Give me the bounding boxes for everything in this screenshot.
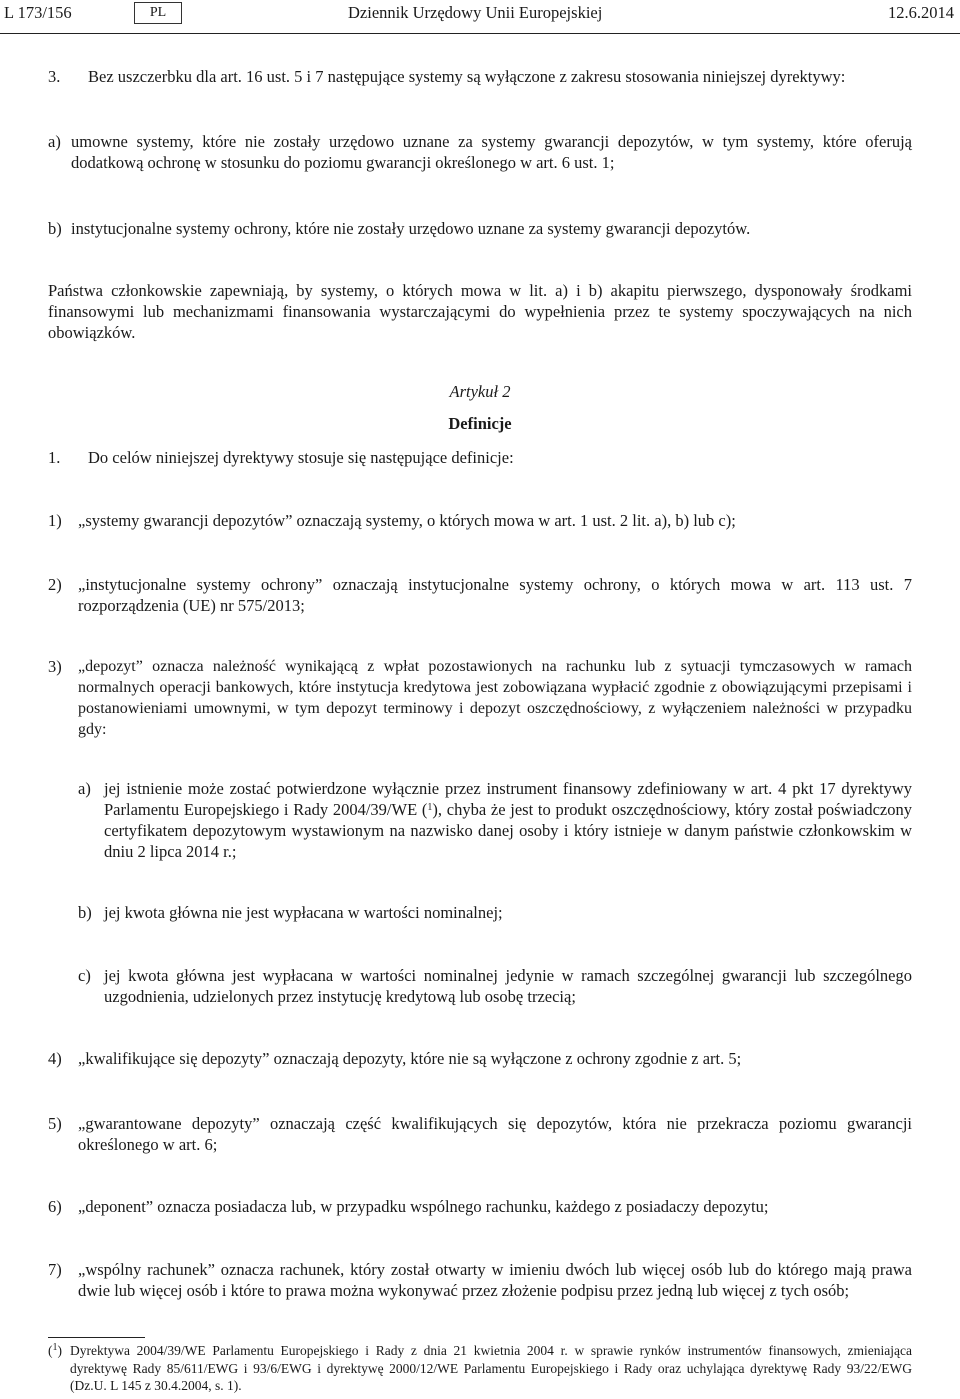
publication-date: 12.6.2014 <box>888 3 954 22</box>
closing-paragraph: Państwa członkowskie zapewniają, by systemy, o których mowa w lit. a) i b) akapitu pierwszego, dysponowały środkami finansowymi lub mechanizmami finansowania wystarczającymi do wypełnienia przez te systemy spoczywających na nich obowiązków. <box>48 281 912 342</box>
sub-item-text: jej istnienie może zostać potwierdzone wyłącznie przez instrument finansowy zdefiniowany w art. 4 pkt 17 dyrektywy Parlamentu Europejskiego i Rady 2004/39/WE ($^1$), chyba że jest to produkt oszczędnościowy, który został poświadczony certyfikatem depozytowym wystawionym na nazwisko danej osoby i który istnieje w danym państwie członkowskim w dniu 2 lipca 2014 r.; <box>104 779 913 861</box>
paragraph-number: 1. <box>48 448 61 467</box>
footnote-divider <box>48 1337 145 1338</box>
article-title: Definicje <box>448 414 512 433</box>
definition-label: 6) <box>48 1197 62 1216</box>
article-number: Artykuł 2 <box>449 382 511 401</box>
footnote-text: Dyrektywa 2004/39/WE Parlamentu Europejskiego i Rady z dnia 21 kwietnia 2004 r. w sprawie rynków instrumentów finansowych, zmieniająca dyrektywę Rady 85/611/EWG i 93/6/EWG i dyrektywę 2000/12/WE Parlamentu Europejskiego i Rady oraz uchylająca dyrektywę Rady 93/22/EWG (Dz.U. L 145 z 30.4.2004, s. 1). <box>70 1343 912 1393</box>
definition-text: „deponent” oznacza posiadacza lub, w przypadku wspólnego rachunku, każdego z posiadaczy depozytu; <box>78 1197 769 1216</box>
sub-item-text: jej kwota główna jest wypłacana w wartości nominalnej jedynie w ramach szczególnej gwarancji lub szczególnego uzgodnienia, udzielonych przez instytucję kredytową lub osobę trzecią; <box>104 966 912 1006</box>
list-item-text: umowne systemy, które nie zostały urzędowo uznane za systemy gwarancji depozytów, w tym systemy, które oferują dodatkową ochronę w stosunku do poziomu gwarancji określonego w art. 6 ust. 1; <box>71 132 912 172</box>
definition-text: „kwalifikujące się depozyty” oznaczają depozyty, które nie są wyłączone z ochrony zgodnie z art. 5; <box>78 1049 742 1068</box>
definition-label: 7) <box>48 1260 62 1279</box>
definition-label: 4) <box>48 1049 62 1068</box>
definition-text: „instytucjonalne systemy ochrony” oznaczają instytucjonalne systemy ochrony, o których mowa w art. 113 ust. 7 rozporządzenia (UE) nr 575/2013; <box>78 575 912 615</box>
language-badge: PL <box>134 2 182 24</box>
footnote-number: ($^1$) <box>48 1342 62 1358</box>
definition-label: 5) <box>48 1114 62 1133</box>
header-divider <box>0 33 960 34</box>
sub-item-label: a) <box>78 779 91 798</box>
definition-label: 2) <box>48 575 62 594</box>
footnote-reference[interactable]: 1 <box>427 802 433 813</box>
list-item-label: b) <box>48 219 62 238</box>
paragraph-number: 3. <box>48 67 61 86</box>
list-item-text: instytucjonalne systemy ochrony, które nie zostały urzędowo uznane za systemy gwarancji depozytów. <box>71 219 751 238</box>
page-reference: L 173/156 <box>4 3 72 22</box>
definition-label: 1) <box>48 511 62 530</box>
sub-item-label: b) <box>78 903 92 922</box>
sub-item-label: c) <box>78 966 91 985</box>
list-item-label: a) <box>48 132 61 151</box>
definition-label: 3) <box>48 657 62 676</box>
page-header <box>0 3 960 27</box>
definition-text: „systemy gwarancji depozytów” oznaczają systemy, o których mowa w art. 1 ust. 2 lit. a), b) lub c); <box>78 511 736 530</box>
sub-item-text: jej kwota główna nie jest wypłacana w wartości nominalnej; <box>104 903 503 922</box>
paragraph-text: Do celów niniejszej dyrektywy stosuje się następujące definicje: <box>88 448 514 467</box>
paragraph-text: Bez uszczerbku dla art. 16 ust. 5 i 7 następujące systemy są wyłączone z zakresu stosowania niniejszej dyrektywy: <box>88 67 846 86</box>
definition-text: „depozyt” oznacza należność wynikającą z wpłat pozostawionych na rachunku lub z sytuacji tymczasowych w ramach normalnych operacji bankowych, które instytucja kredytowa jest zobowiązana wypłacić zgodnie z obowiązującymi przepisami i postanowieniami umownymi, w tym depozyt terminowy i depozyt oszczędnościowy, z wyłączeniem należności w przypadku gdy: <box>78 658 912 738</box>
definition-text: „wspólny rachunek” oznacza rachunek, który został otwarty w imieniu dwóch lub więcej osób lub do którego mają prawa dwie lub więcej osób i które to prawa można wykonywać przez złożenie podpisu przez jedną lub więcej z tych osób; <box>78 1260 912 1300</box>
definition-text: „gwarantowane depozyty” oznaczają część kwalifikujących się depozytów, która nie przekracza poziomu gwarancji określonego w art. 6; <box>78 1114 912 1154</box>
journal-title: Dziennik Urzędowy Unii Europejskiej <box>348 3 603 22</box>
